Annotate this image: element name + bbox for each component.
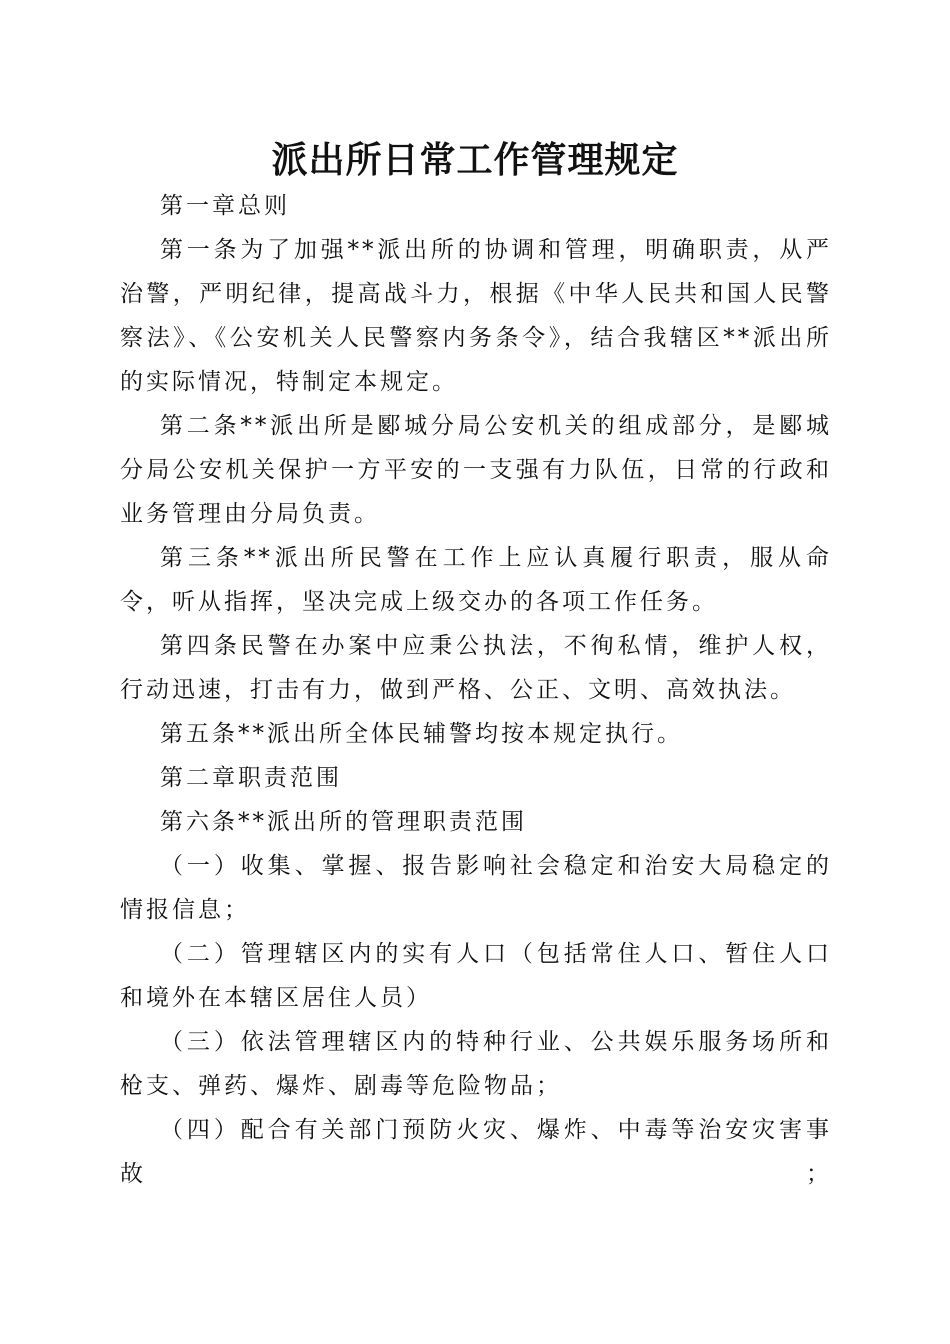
list-item-1: （一）收集、掌握、报告影响社会稳定和治安大局稳定的情报信息； (120, 853, 832, 923)
document-title: 派出所日常工作管理规定 (271, 139, 679, 181)
chapter-1-heading: 第一章总则 (160, 193, 290, 219)
article-6: 第六条**派出所的管理职责范围 (160, 809, 527, 835)
list-item-4: （四）配合有关部门预防火灾、爆炸、中毒等治安灾害事故； (120, 1117, 832, 1187)
article-3: 第三条**派出所民警在工作上应认真履行职责，服从命令，听从指挥，坚决完成上级交办的各项工作任务。 (120, 545, 832, 615)
list-item-2: （二）管理辖区内的实有人口（包括常住人口、暂住人口和境外在本辖区居住人员） (120, 941, 832, 1011)
list-item-3: （三）依法管理辖区内的特种行业、公共娱乐服务场所和枪支、弹药、爆炸、剧毒等危险物品； (120, 1029, 832, 1099)
chapter-2-heading: 第二章职责范围 (160, 765, 342, 791)
article-5: 第五条**派出所全体民辅警均按本规定执行。 (160, 721, 683, 747)
article-2: 第二条**派出所是郾城分局公安机关的组成部分，是郾城分局公安机关保护一方平安的一支强有力队伍，日常的行政和业务管理由分局负责。 (120, 413, 832, 527)
document-body (120, 184, 832, 1196)
article-4: 第四条民警在办案中应秉公执法，不徇私情，维护人权，行动迅速，打击有力，做到严格、公正、文明、高效执法。 (120, 633, 832, 703)
article-1: 第一条为了加强**派出所的协调和管理，明确职责，从严治警，严明纪律，提高战斗力，根据《中华人民共和国人民警察法》、《公安机关人民警察内务条令》，结合我辖区**派出所的实际情况，特制定本规定。 (120, 237, 832, 395)
